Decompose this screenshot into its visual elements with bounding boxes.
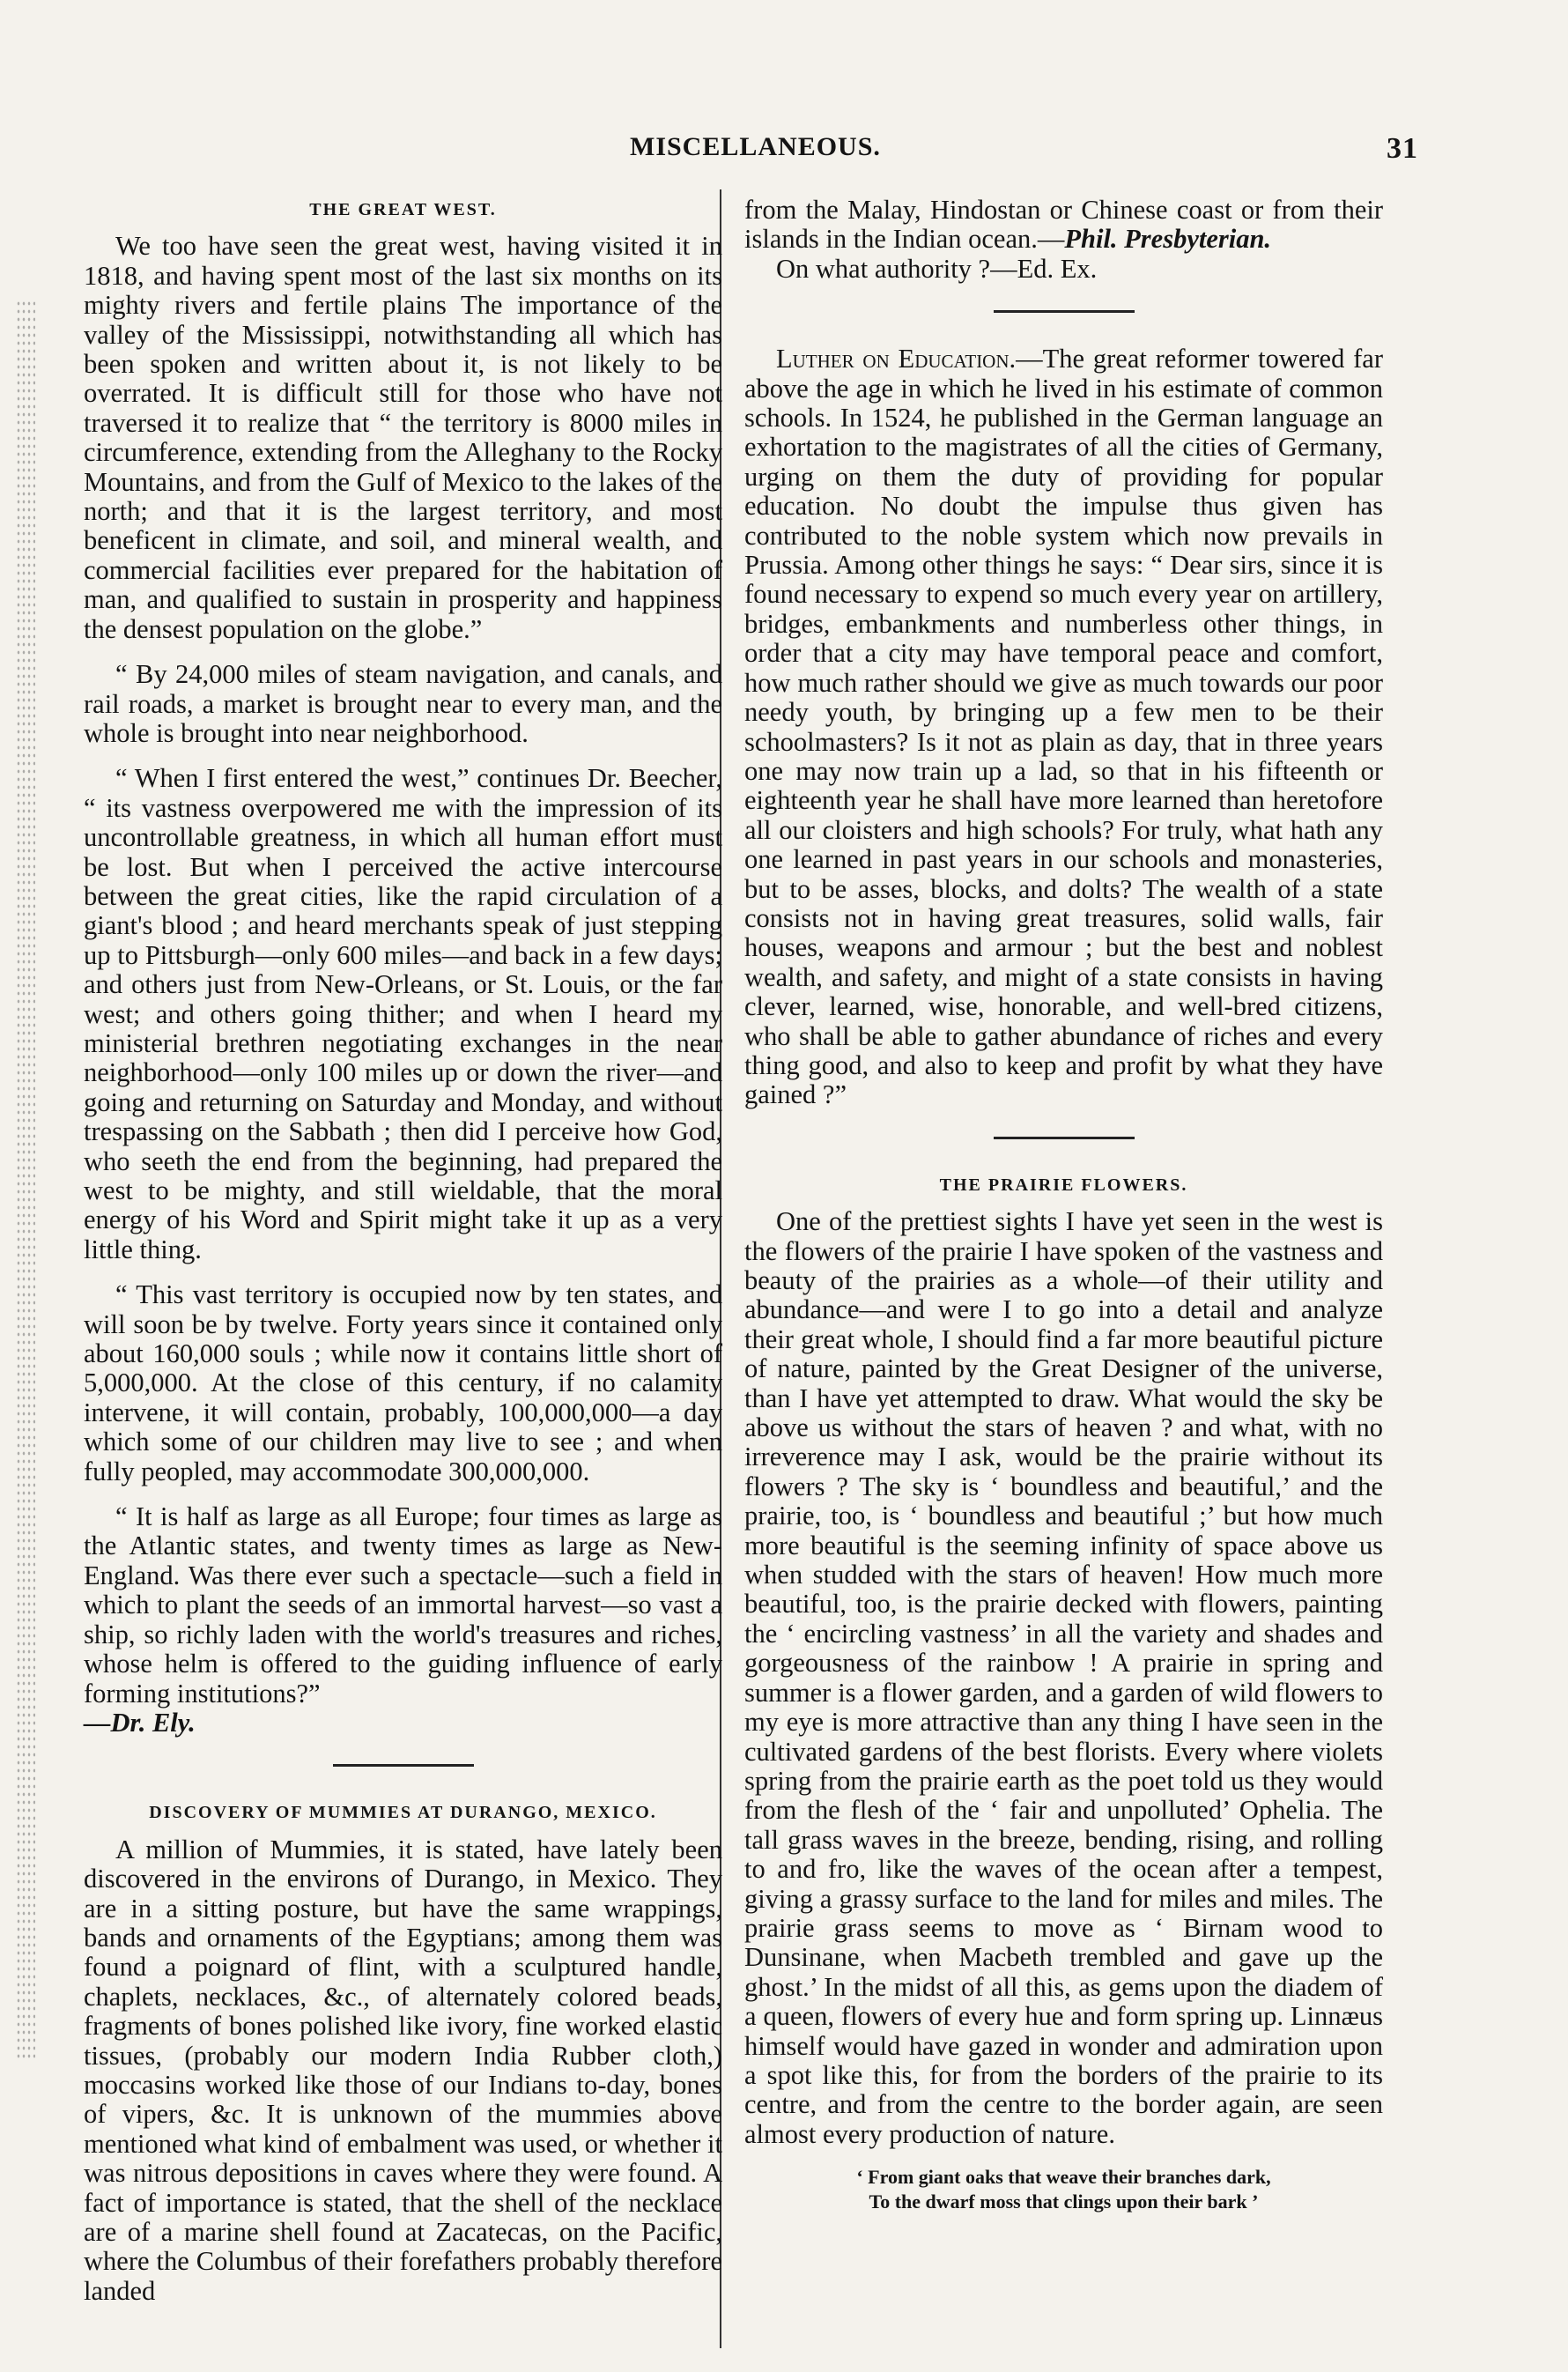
prairie-title: THE PRAIRIE FLOWERS. [939, 1175, 1188, 1195]
mummies-paragraph: A million of Mummies, it is stated, have lately been discovered in the environs of Durango, in Mexico. They are in a sitting posture, but have the same wrappings, bands and ornaments of the Egyptians; among them was found a poignard of flint, with a sculptured handle, chaplets, necklaces, &c., of alternately colored beads, fragments of bones polished like ivory, fine worked elastic tissues, (probably our modern India Rubber cloth,) moccasins worked like those of our Indians to-day, bones of vipers, &c. It is unknown of the mummies above mentioned what kind of embalment was used, or whether it was nitrous depositions in caves where they were found. A fact of importance is stated, that the shell of the necklace are of a marine shell found at Zacatecas, on the Pacific, where the Columbus of their forefathers probably therefore landed [84, 1834, 722, 2306]
great-west-paragraph-4: “ This vast territory is occupied now by ten states, and will soon be by twelve. Forty years since it contained only about 160,000 souls ; while now it contains little short of 5,000,000. At the close of this century, if no calamity intervene, it will contain, probably, 100,000,000—a day which some of our children may live to see ; and when fully peopled, may accommodate 300,000,000. [84, 1279, 722, 1486]
great-west-paragraph-3: “ When I first entered the west,” continues Dr. Beecher, “ its vastness overpowered me with the impression of its uncontrollable greatness, in which all human effort must be lost. But when I perceived the active intercourse between the great cities, like the rapid circulation of a giant's blood ; and heard merchants speak of just stepping up to Pittsburgh—only 600 miles—and back in a few days; and others just from New-Orleans, or St. Louis, or the far west; and others going thither; and when I heard my ministerial brethren negotiating exchanges in the near neighborhood—only 100 miles up or down the river—and going and returning on Saturday and Monday, and without trespassing on the Sabbath ; then did I perceive how God, who seeth the end from the beginning, had prepared the west to be mighty, and still wieldable, that the moral energy of his Word and Spirit might take it up as a very little thing. [84, 763, 722, 1264]
right-column [744, 196, 1383, 2214]
great-west-signature-line [84, 1709, 722, 1738]
mummies-title: DISCOVERY OF MUMMIES AT DURANGO, MEXICO. [149, 1803, 657, 1823]
running-title: MISCELLANEOUS. [630, 132, 881, 161]
section-divider [994, 1137, 1135, 1139]
great-west-paragraph-5-text: “ It is half as large as all Europe; four times as large as the Atlantic states, and twenty times as large as New-England. Was there ever such a spectacle—such a field in which to plant the seeds of an immortal harvest—so vast a ship, so richly laden with the world's treasures and riches, whose helm is offered to the guiding influence of early forming institutions?” [84, 1501, 722, 1709]
editor-note: On what authority ?—Ed. Ex. [776, 253, 1098, 284]
luther-text: —The great reformer towered far above the age in which he lived in his estimate of common schools. In 1524, he published in the German language an exhortation to the magistrates of all the cities of Germany, urging on them the duty of providing for popular education. No doubt the impulse thus given has contributed to the noble system which now prevails in Prussia. Among other things he says: “ Dear sirs, since it is found necessary to expend so much every year on artillery, bridges, embankments and numberless other things, in order that a city may have temporal peace and comfort, how much rather should we give as much towards our poor needy youth, by bringing up a few men to be their schoolmasters? Is it not as plain as day, that in three years one may now train up a lad, so that in his fifteenth or eighteenth year he shall have more learned than heretofore all our cloisters and high schools? For truly, what hath any one learned in past years in our schools and monasteries, but to be asses, blocks, and dolts? The wealth of a state consists not in having great treasures, solid walls, fair houses, weapons and armour ; but the best and noblest wealth, and safety, and might of a state consists in having clever, learned, wise, honorable, and well-bred citizens, who shall be able to gather abundance of riches and every thing good, and also to keep and profit by what they have gained ?” [744, 344, 1383, 1110]
section-divider [333, 1764, 474, 1767]
great-west-paragraph-2: “ By 24,000 miles of steam navigation, and canals, and rail roads, a market is brought near to every man, and the whole is brought into near neighborhood. [84, 659, 722, 748]
page-header [97, 132, 1418, 167]
great-west-paragraph-5 [84, 1502, 722, 1709]
luther-lead: Luther on Education. [776, 344, 1017, 374]
binding-edge-speckle [16, 300, 35, 2062]
page-number: 31 [1387, 132, 1418, 165]
mummies-continuation [744, 196, 1383, 284]
continuation-text: from the Malay, Hindostan or Chinese coast or from their islands in the Indian ocean.— [744, 195, 1383, 255]
great-west-signature: —Dr. Ely. [84, 1707, 196, 1738]
luther-paragraph [744, 345, 1383, 1110]
poem-line-1: ‘ From giant oaks that weave their branches dark, [856, 2166, 1271, 2189]
great-west-title: THE GREAT WEST. [309, 200, 497, 219]
continuation-source: Phil. Presbyterian. [1064, 224, 1272, 255]
section-divider [994, 310, 1135, 313]
left-column [84, 196, 722, 2322]
poem-line-2: To the dwarf moss that clings upon their bark ’ [869, 2190, 1259, 2213]
great-west-paragraph-1: We too have seen the great west, having visited it in 1818, and having spent most of the last six months on its mighty rivers and fertile plains The importance of the valley of the Mississippi, notwithstanding all which has been spoken and written about it, is not likely to be overrated. It is difficult still for those who have not traversed it to realize that “ the territory is 8000 miles in circumference, extending from the Alleghany to the Rocky Mountains, and from the Gulf of Mexico to the lakes of the north; and that it is the largest territory, and most beneficent in climate, and soil, and mineral wealth, and commercial facilities ever prepared for the habitation of man, and qualified to sustain in prosperity and happiness the densest population on the globe.” [84, 231, 722, 644]
prairie-paragraph: One of the prettiest sights I have yet seen in the west is the flowers of the prairie I have spoken of the vastness and beauty of the prairies as a whole—of their utility and abundance—and were I to go into a detail and analyze their great whole, I should find a far more beautiful picture of nature, painted by the Great Designer of the universe, than I have yet attempted to draw. What would the sky be above us without the stars of heaven ? and what, with no irreverence may I ask, would be the prairie without its flowers ? The sky is ‘ boundless and beautiful,’ and the prairie, too, is ‘ boundless and beautiful ;’ but how much more beautiful is the seeming infinity of space above us when studded with the stars of heaven! How much more beautiful, too, is the prairie decked with flowers, painting the ‘ encircling vastness’ in all the variety and shades and gorgeousness of the rainbow ! A prairie in spring and summer is a flower garden, and a garden of wild flowers to my eye is more attractive than any thing I have seen in the cultivated gardens of the best florists. Every where violets spring from the prairie earth as the poet told us they would from the flesh of the ‘ fair and unpolluted’ Ophelia. The tall grass waves in the breeze, bending, rising, and rolling to and fro, like the waves of the ocean after a tempest, giving a grassy surface to the land for miles and miles. The prairie grass seems to move as ‘ Birnam wood to Dunsinane, when Macbeth trembled and gave up the ghost.’ In the midst of all this, as gems upon the diadem of a queen, flowers of every hue and form spring up. Linnæus himself would have gazed in wonder and admiration upon a spot like this, for from the borders of the prairie to its centre, and from the centre to the border again, are seen almost every production of nature. [744, 1206, 1383, 2149]
prairie-poem [744, 2165, 1383, 2214]
